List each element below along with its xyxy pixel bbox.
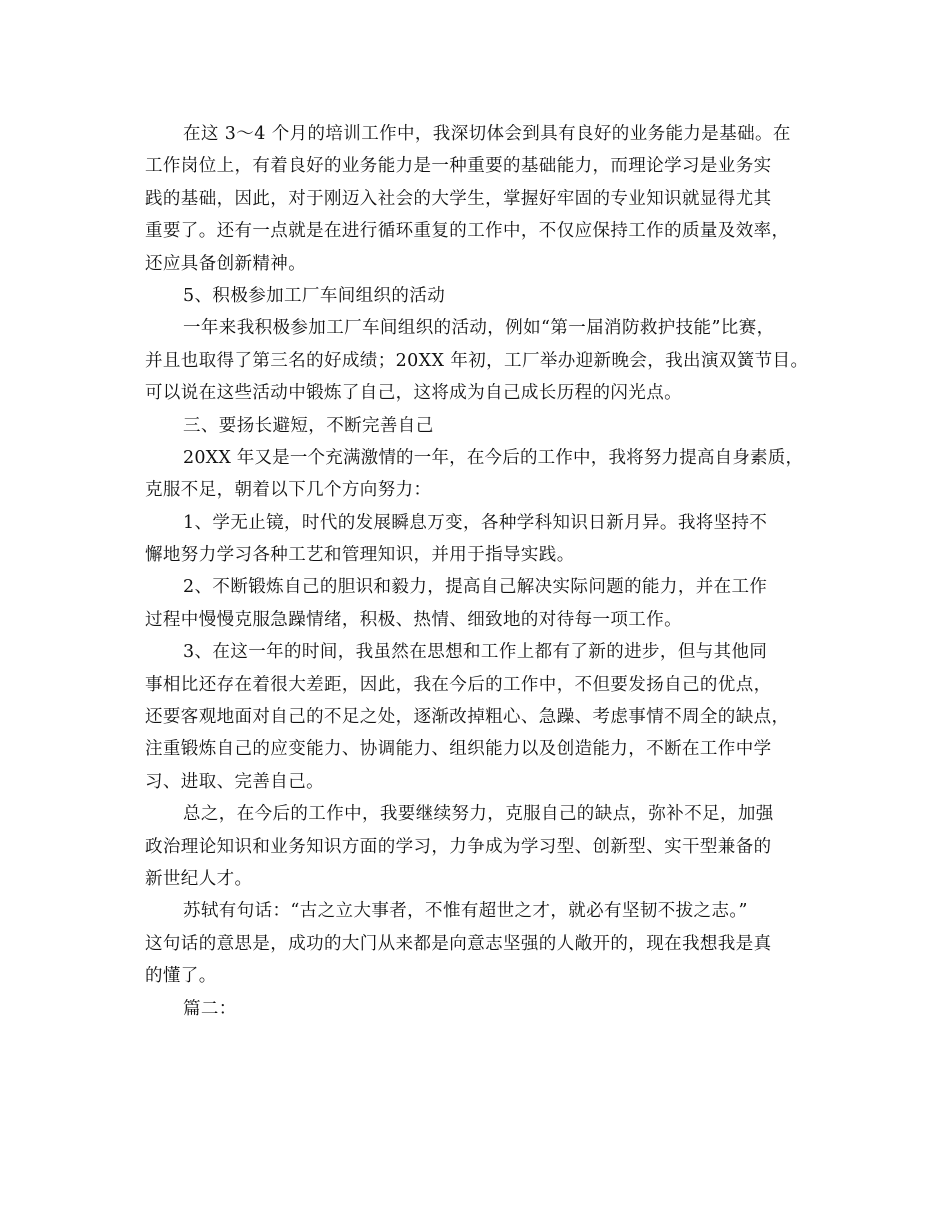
document-body [145,118,810,1025]
list-item-line: 过程中慢慢克服急躁情绪，积极、热情、细致地的对待每一项工作。 [145,609,682,630]
paragraph-line: 并且也取得了第三名的好成绩；20XX 年初，工厂举办迎新晚会，我出演双簧节目。 [145,350,809,371]
paragraph-line: 20XX 年又是一个充满激情的一年，在今后的工作中，我将努力提高自身素质， [183,447,804,468]
paragraph-line: 克服不足，朝着以下几个方向努力： [145,480,432,501]
section-heading: 篇二： [183,998,237,1019]
paragraph-line: 在这 3～4 个月的培训工作中，我深切体会到具有良好的业务能力是基础。在 [183,124,791,144]
paragraph-line: 苏轼有句话：“古之立大事者，不惟有超世之才，就必有坚韧不拔之志。” [183,901,748,922]
paragraph-line: 工作岗位上，有着良好的业务能力是一种重要的基础能力，而理论学习是业务实 [145,156,772,177]
paragraph-line: 这句话的意思是，成功的大门从来都是向意志坚强的人敞开的，现在我想我是真 [145,933,772,954]
paragraph-line: 还应具备创新精神。 [145,253,307,274]
paragraph-line: 践的基础，因此，对于刚迈入社会的大学生，掌握好牢固的专业知识就显得尤其 [145,188,772,209]
paragraph-line: 可以说在这些活动中锻炼了自己，这将成为自己成长历程的闪光点。 [145,383,682,404]
paragraph-line: 重要了。还有一点就是在进行循环重复的工作中，不仅应保持工作的质量及效率， [145,221,790,242]
list-item-line: 1、学无止镜，时代的发展瞬息万变，各种学科知识日新月异。我将坚持不 [183,512,768,533]
section-heading: 5、积极参加工厂车间组织的活动 [183,285,446,306]
paragraph-line: 一年来我积极参加工厂车间组织的活动，例如“第一届消防救护技能”比赛， [183,318,775,339]
section-heading: 三、要扬长避短，不断完善自己 [183,415,434,436]
paragraph-line: 政治理论知识和业务知识方面的学习，力争成为学习型、创新型、实干型兼备的 [145,836,772,857]
paragraph-line: 的懂了。 [145,966,217,987]
list-item-line: 还要客观地面对自己的不足之处，逐渐改掉粗心、急躁、考虑事情不周全的缺点， [145,707,790,728]
paragraph-line: 新世纪人才。 [145,868,253,889]
paragraph-line: 总之，在今后的工作中，我要继续努力，克服自己的缺点，弥补不足，加强 [183,804,774,825]
list-item-line: 习、进取、完善自己。 [145,771,324,792]
list-item-line: 注重锻炼自己的应变能力、协调能力、组织能力以及创造能力，不断在工作中学 [145,739,772,760]
list-item-line: 3、在这一年的时间，我虽然在思想和工作上都有了新的进步，但与其他同 [183,642,768,663]
list-item-line: 懈地努力学习各种工艺和管理知识，并用于指导实践。 [145,545,575,566]
list-item-line: 事相比还存在着很大差距，因此，我在今后的工作中，不但要发扬自己的优点， [145,674,772,695]
list-item-line: 2、不断锻炼自己的胆识和毅力，提高自己解决实际问题的能力，并在工作 [183,577,768,598]
